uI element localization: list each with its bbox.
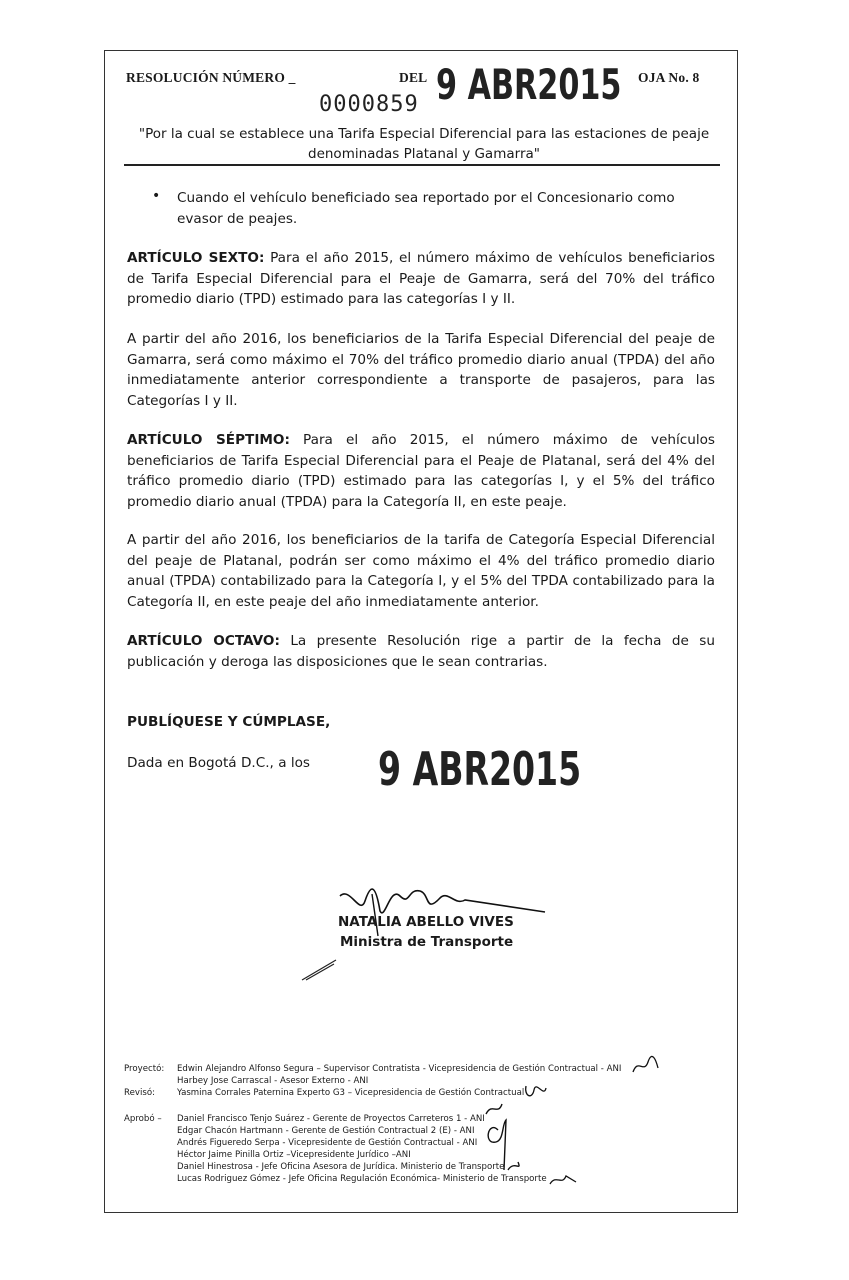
signatory-name: NATALIA ABELLO VIVES	[338, 914, 514, 930]
bullet-icon: •	[152, 188, 161, 204]
header-rule	[124, 164, 720, 166]
article-sexto	[127, 248, 715, 310]
closing-date-stamp: 9 ABR2015	[378, 742, 582, 796]
initials-mark-icon	[630, 1056, 660, 1076]
header-date-stamp: 9 ABR2015	[436, 60, 622, 109]
pen-stroke-icon	[300, 958, 340, 982]
aprobo-line-3: Andrés Figueredo Serpa - Vicepresidente de Gestión Contractual - ANI	[177, 1138, 478, 1148]
proyecto-label: Proyectó:	[124, 1064, 165, 1074]
aprobo-line-1: Daniel Francisco Tenjo Suárez - Gerente de Proyectos Carreteros 1 - ANI	[177, 1114, 485, 1124]
initials-mark-icon	[522, 1082, 548, 1102]
dada-line: Dada en Bogotá D.C., a los	[127, 755, 311, 771]
aprobo-label: Aprobó –	[124, 1114, 162, 1124]
aprobo-line-5: Daniel Hinestrosa - Jefe Oficina Asesora de Jurídica. Ministerio de Transporte	[177, 1162, 505, 1172]
article-sexto-paragraph-2: A partir del año 2016, los beneficiarios de la Tarifa Especial Diferencial del peaje de Gamarra, será como máximo el 70% del tráfico promedio diario anual (TPDA) del año inmediatamente anterior correspondiente a transporte de pasajeros, para las Categorías I y II.	[127, 331, 715, 409]
proyecto-line-2: Harbey Jose Carrascal - Asesor Externo - ANI	[177, 1076, 369, 1086]
publiquese-line: PUBLÍQUESE Y CÚMPLASE,	[127, 714, 331, 730]
bullet-item: Cuando el vehículo beneficiado sea reportado por el Concesionario como evasor de peajes.	[177, 190, 675, 227]
article-octavo-heading: ARTÍCULO OCTAVO:	[127, 633, 280, 649]
article-octavo-text: La presente Resolución rige a partir de la fecha de su publicación y deroga las disposiciones que le sean contrarias.	[127, 633, 716, 670]
article-sexto-heading: ARTÍCULO SEXTO:	[127, 250, 265, 266]
aprobo-line-6: Lucas Rodriguez Gómez - Jefe Oficina Regulación Económica- Ministerio de Transporte	[177, 1174, 547, 1184]
resolution-label: RESOLUCIÓN NÚMERO _	[126, 70, 296, 85]
article-octavo	[127, 631, 715, 672]
document-title: "Por la cual se establece una Tarifa Especial Diferencial para las estaciones de peaje denominadas Platanal y Gamarra"	[138, 126, 710, 162]
proyecto-line-1: Edwin Alejandro Alfonso Segura – Supervisor Contratista - Vicepresidencia de Gestión Contractual - ANI	[177, 1064, 622, 1074]
date-label: DEL	[399, 70, 428, 85]
aprobo-line-2: Edgar Chacón Hartmann - Gerente de Gestión Contractual 2 (E) - ANI	[177, 1126, 475, 1136]
article-septimo	[127, 430, 715, 512]
reviso-label: Revisó:	[124, 1088, 155, 1098]
article-sexto-text: Para el año 2015, el número máximo de vehículos beneficiarios de Tarifa Especial Diferencial para el Peaje de Gamarra, será del 70% del tráfico promedio diario (TPD) estimado para las categorías I y II.	[127, 250, 715, 307]
aprobo-line-4: Héctor Jaime Pinilla Ortiz –Vicepresidente Jurídico –ANI	[177, 1150, 411, 1160]
initials-mark-icon	[478, 1100, 528, 1180]
initials-mark-icon	[548, 1172, 578, 1188]
signatory-role: Ministra de Transporte	[340, 934, 514, 950]
page-number-label: OJA No. 8	[638, 70, 700, 85]
resolution-number: 0000859	[319, 92, 419, 117]
reviso-line-1: Yasmina Corrales Paternina Experto G3 – Vicepresidencia de Gestión Contractual	[177, 1088, 525, 1098]
article-septimo-paragraph-2: A partir del año 2016, los beneficiarios de la tarifa de Categoría Especial Diferencial del peaje de Platanal, podrán ser como máximo el 4% del tráfico promedio diario anual (TPDA) contabilizado para la Categoría I, y el 5% del TPDA contabilizado para la Categoría II, en este peaje del año inmediatamente anterior.	[127, 532, 715, 610]
article-septimo-text: Para el año 2015, el número máximo de vehículos beneficiarios de Tarifa Especial Diferencial para el Peaje de Platanal, será del 4% del tráfico promedio diario (TPD) estimado para las categorías I, y el 5% del tráfico promedio diario anual (TPDA) para la Categoría II, en este peaje.	[127, 432, 715, 510]
article-septimo-heading: ARTÍCULO SÉPTIMO:	[127, 432, 290, 448]
